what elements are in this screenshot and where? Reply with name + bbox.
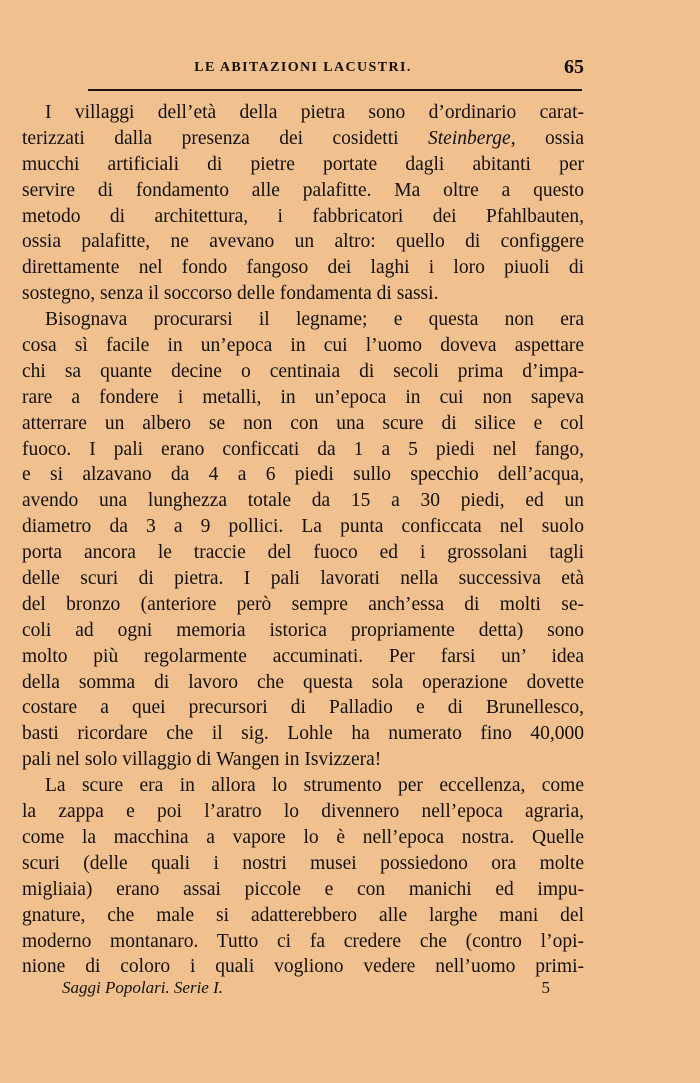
text-line: pali nel solo villaggio di Wangen in Isvizzera! xyxy=(22,749,382,771)
text-line: La scure era in allora lo strumento per eccellenza, come xyxy=(45,775,584,797)
text-line: mucchi artificiali di pietre portate dagli abitanti per xyxy=(22,153,584,175)
text-line: porta ancora le traccie del fuoco ed i grossolani tagli xyxy=(22,542,584,564)
signature-mark: 5 xyxy=(541,978,550,997)
text-line: molto più regolarmente accuminati. Per farsi un’ idea xyxy=(22,645,584,667)
header-rule xyxy=(88,89,582,91)
page-header xyxy=(22,56,584,86)
italic-term: Steinberge xyxy=(428,127,511,149)
text-line: migliaia) erano assai piccole e con manichi ed impu- xyxy=(22,878,584,900)
text-line: delle scuri di pietra. I pali lavorati nella successiva età xyxy=(22,568,584,590)
text-line: nione di coloro i quali vogliono vedere nell’uomo primi- xyxy=(22,956,584,978)
text-line: del bronzo (anteriore però sempre anch’essa di molti se- xyxy=(22,593,584,615)
text-line: direttamente nel fondo fangoso dei laghi i loro piuoli di xyxy=(22,257,584,279)
page-number: 65 xyxy=(564,56,584,78)
text-line: chi sa quante decine o centinaia di secoli prima d’impa- xyxy=(22,360,584,382)
text-line: coli ad ogni memoria istorica propriamente detta) sono xyxy=(22,619,584,641)
page-footer xyxy=(62,978,550,1004)
text-line: la zappa e poi l’aratro lo divennero nell’epoca agraria, xyxy=(22,801,584,823)
text-line: costare a quei precursori di Palladio e di Brunellesco, xyxy=(22,697,584,719)
series-title: Saggi Popolari. Serie I. xyxy=(62,978,224,997)
text-line: rare a fondere i metalli, in un’epoca in cui non sapeva xyxy=(22,386,584,408)
text-line: atterrare un albero se non con una scure di silice e col xyxy=(22,412,584,434)
text-line: diametro da 3 a 9 pollici. La punta conficcata nel suolo xyxy=(22,516,584,538)
text-line: avendo una lunghezza totale da 15 a 30 piedi, ed un xyxy=(22,490,584,512)
text-line: e si alzavano da 4 a 6 piedi sullo specchio dell’acqua, xyxy=(22,464,584,486)
text-line: moderno montanaro. Tutto ci fa credere che (contro l’opi- xyxy=(22,930,584,952)
text-line: I villaggi dell’età della pietra sono d’ordinario carat- xyxy=(45,102,584,123)
running-head: LE ABITAZIONI LACUSTRI. xyxy=(194,60,412,75)
text-line: cosa sì facile in un’epoca in cui l’uomo doveva aspettare xyxy=(22,335,584,357)
text-line: fuoco. I pali erano conficcati da 1 a 5 piedi nel fango, xyxy=(22,438,584,460)
text-line: metodo di architettura, i fabbricatori dei Pfahlbauten, xyxy=(22,205,584,227)
text-line: della somma di lavoro che questa sola operazione dovette xyxy=(22,671,584,693)
body-text xyxy=(22,100,584,980)
text-line: terizzati dalla presenza dei cosidetti Steinberge, ossia xyxy=(22,127,585,149)
text-line: scuri (delle quali i nostri musei possiedono ora molte xyxy=(22,852,584,874)
text-line: ossia palafitte, ne avevano un altro: quello di configgere xyxy=(22,231,584,253)
text-line: come la macchina a vapore lo è nell’epoca nostra. Quelle xyxy=(22,826,584,848)
text-line: sostegno, senza il soccorso delle fondamenta di sassi. xyxy=(22,283,439,305)
text-line: Bisognava procurarsi il legname; e questa non era xyxy=(45,309,584,331)
text-line: basti ricordare che il sig. Lohle ha numerato fino 40,000 xyxy=(22,723,584,745)
text-line: gnature, che male si adatterebbero alle larghe mani del xyxy=(22,904,584,926)
text-line: servire di fondamento alle palafitte. Ma oltre a questo xyxy=(22,179,584,201)
